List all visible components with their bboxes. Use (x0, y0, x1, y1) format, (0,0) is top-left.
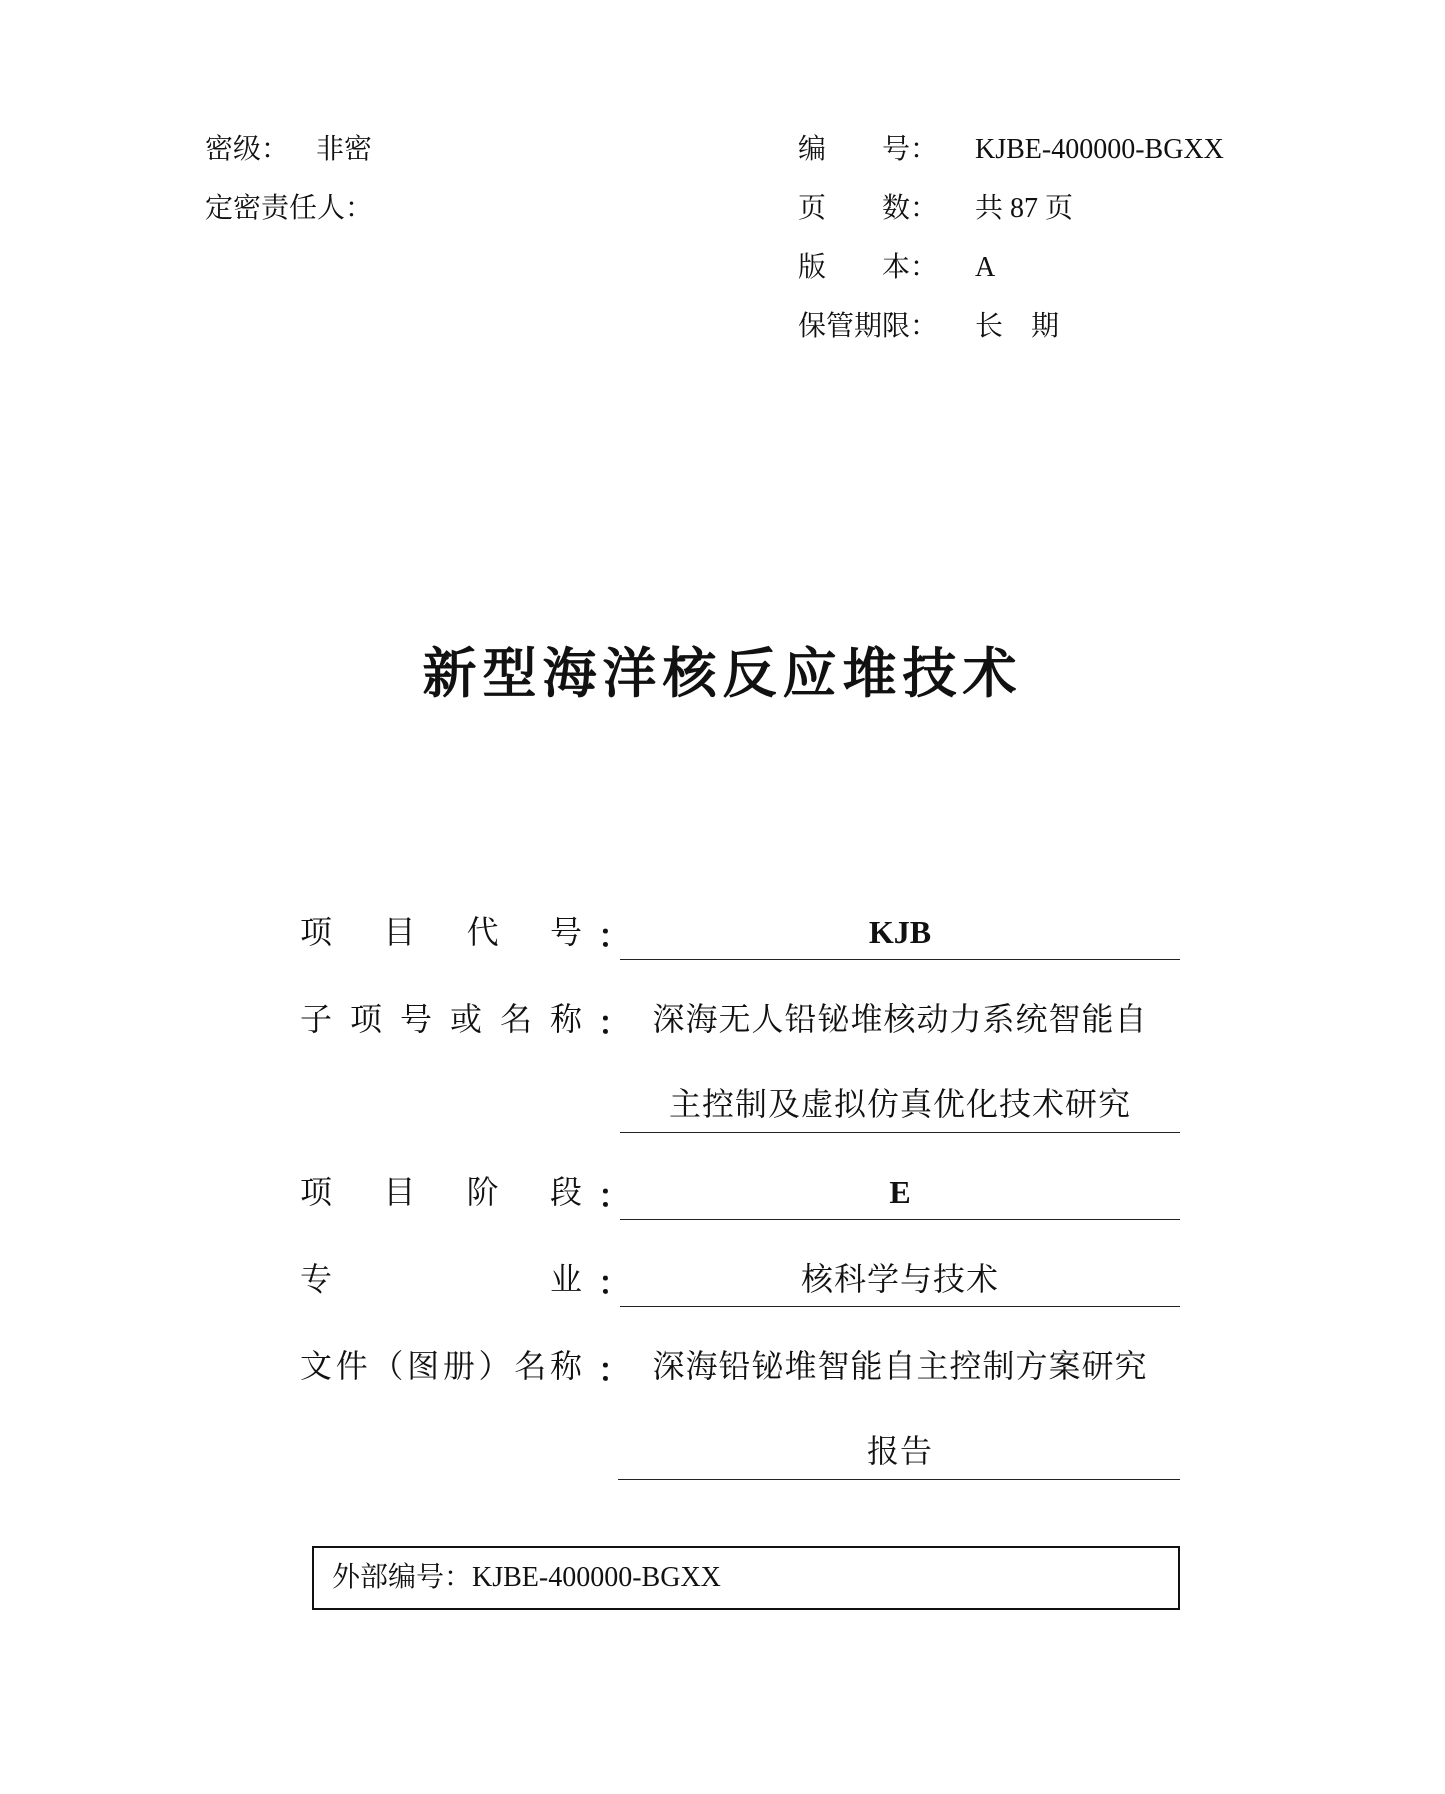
page-count-label: 页 数： (798, 193, 939, 224)
major-underline (620, 1306, 1180, 1307)
project-stage-value: E (889, 1174, 911, 1210)
major-value: 核科学与技术 (800, 1260, 999, 1298)
secret-level-label: 密级： (205, 134, 290, 165)
doc-name-underline (618, 1479, 1180, 1480)
doc-number-value: KJBE-400000-BGXX (975, 134, 1224, 165)
project-stage-underline (620, 1219, 1180, 1220)
subitem-colon: ： (598, 1004, 631, 1042)
retention-label: 保管期限： (798, 311, 939, 342)
doc-number-label: 编 号： (798, 134, 939, 165)
project-code-label: 项目代号 (300, 913, 582, 951)
project-stage-label: 项目阶段 (300, 1173, 582, 1211)
version-value: A (975, 252, 996, 283)
subitem-underline (620, 1132, 1180, 1133)
major-label: 专业 (300, 1260, 582, 1298)
doc-name-value-line2: 报告 (866, 1432, 933, 1470)
subitem-value-line1: 深海无人铅铋堆核动力系统智能自 (652, 1000, 1148, 1038)
doc-name-value-line1: 深海铅铋堆智能自主控制方案研究 (652, 1347, 1148, 1385)
subitem-value-line2: 主控制及虚拟仿真优化技术研究 (668, 1085, 1131, 1123)
major-colon: ： (598, 1264, 631, 1302)
retention-value: 长 期 (975, 311, 1060, 342)
classifier-label: 定密责任人： (205, 193, 374, 224)
page-count-value: 共 87 页 (975, 193, 1074, 224)
document-title: 新型海洋核反应堆技术 (422, 642, 1023, 705)
doc-name-label: 文件（图册）名称 (300, 1347, 582, 1385)
doc-name-colon: ： (598, 1351, 631, 1389)
project-stage-colon: ： (598, 1177, 631, 1215)
secret-level-value: 非密 (316, 134, 373, 165)
project-code-value: KJB (868, 914, 932, 950)
subitem-label: 子项号或名称 (300, 1000, 582, 1038)
project-code-underline (620, 959, 1180, 960)
external-number-box (312, 1546, 1180, 1610)
project-code-colon: ： (598, 917, 631, 955)
version-label: 版 本： (798, 252, 939, 283)
external-number: 外部编号：KJBE-400000-BGXX (332, 1562, 721, 1593)
